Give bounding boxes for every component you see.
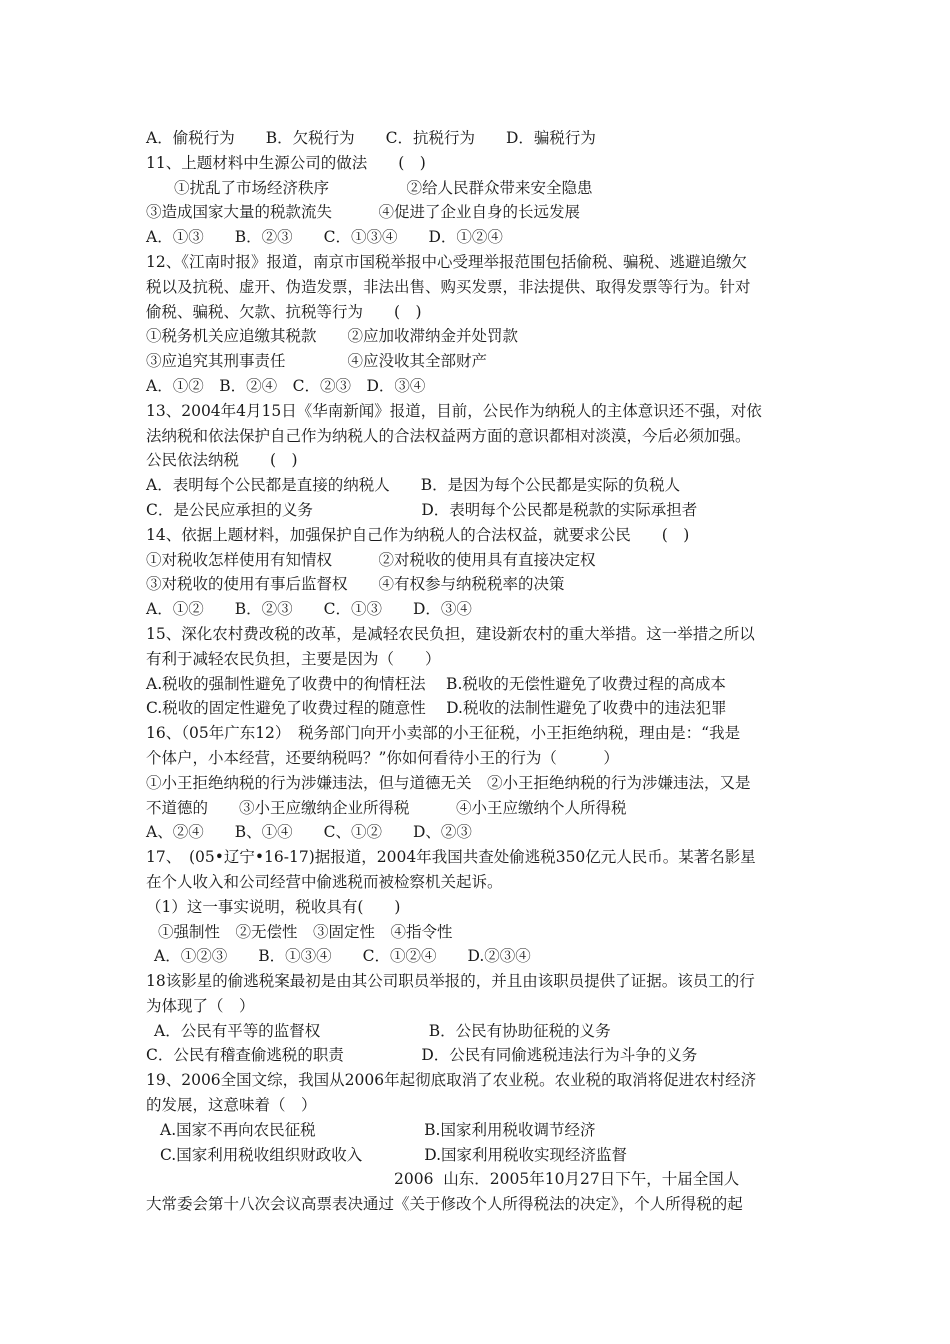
q15-options-ab: A.税收的强制性避免了收费中的徇情枉法 B.税收的无偿性避免了收费过程的高成本 [146,674,726,693]
q11-stem: 11、上题材料中生源公司的做法 ( ) [146,153,426,172]
q12-stem-3: 偷税、骗税、欠款、抗税等行为 ( ) [146,302,422,321]
q13-stem-2: 法纳税和依法保护自己作为纳税人的合法权益两方面的意识都相对淡漠，今后必须加强。 [146,426,751,445]
q16-stem-1: 16、（05年广东12） 税务部门向开小卖部的小王征税，小王拒绝纳税，理由是：“我是 [146,724,741,743]
q15-stem-1: 15、深化农村费改税的改革，是减轻农民负担，建设新农村的重大举措。这一举措之所以 [146,624,755,643]
q12-options: A．①② B．②④ C．②③ D．③④ [146,376,426,395]
q14-stem: 14、依据上题材料，加强保护自己作为纳税人的合法权益，就要求公民 ( ) [146,525,690,544]
q12-statements-2: ③应追究其刑事责任 ④应没收其全部财产 [146,352,488,371]
q19-options-ab: A.国家不再向农民征税 B.国家利用税收调节经济 [160,1120,596,1139]
q15-options-cd: C.税收的固定性避免了收费过程的随意性 D.税收的法制性避免了收费中的违法犯罪 [146,699,727,718]
q16-options: A、②④ B、①④ C、①② D、②③ [146,823,472,842]
q20-stem-2: 大常委会第十八次会议高票表决通过《关于修改个人所得税法的决定》，个人所得税的起 [146,1195,743,1214]
q15-stem-2: 有利于减轻农民负担，主要是因为（ ） [146,649,441,668]
q13-stem-3: 公民依法纳税 ( ) [146,451,298,470]
q14-options: A．①② B．②③ C．①③ D．③④ [146,600,472,619]
q16-statements-2: 不道德的 ③小王应缴纳企业所得税 ④小王应缴纳个人所得税 [146,798,627,817]
q17-statements: ①强制性 ②无偿性 ③固定性 ④指令性 [158,922,453,941]
q17-stem-1: 17、 (05•辽宁•16-17)据报道，2004年我国共查处偷逃税350亿元人民币。某著名影星 [146,848,756,867]
q16-stem-2: 个体户，小本经营，还要纳税吗？”你如何看待小王的行为（ ） [146,748,619,767]
q16-statements-1: ①小王拒绝纳税的行为涉嫌违法，但与道德无关 ②小王拒绝纳税的行为涉嫌违法，又是 [146,773,751,792]
q17-options: A．①②③ B．①③④ C．①②④ D.②③④ [154,947,531,966]
q13-stem-1: 13、2004年4月15日《华南新闻》报道，目前，公民作为纳税人的主体意识还不强，对依 [146,401,762,420]
q10-options: A．偷税行为 B．欠税行为 C．抗税行为 D．骗税行为 [146,129,596,147]
q18-options-cd: C．公民有稽查偷逃税的职责 D．公民有同偷逃税违法行为斗争的义务 [146,1046,698,1065]
q12-stem-1: 12、《江南时报》报道，南京市国税举报中心受理举报范围包括偷税、骗税、逃避追缴欠 [146,252,747,271]
q12-stem-2: 税以及抗税、虚开、伪造发票，非法出售、购买发票，非法提供、取得发票等行为。针对 [146,277,751,296]
q11-statements-1: ①扰乱了市场经济秩序 ②给人民群众带来安全隐患 [174,178,593,197]
q19-stem-2: 的发展，这意味着（ ） [146,1096,317,1115]
q19-stem-1: 19、2006全国文综，我国从2006年起彻底取消了农业税。农业税的取消将促进农村经济 [146,1071,757,1090]
q11-statements-2: ③造成国家大量的税款流失 ④促进了企业自身的长远发展 [146,203,581,222]
q12-statements-1: ①税务机关应追缴其税款 ②应加收滞纳金并处罚款 [146,327,519,346]
q18-stem-1: 18该影星的偷逃税案最初是由其公司职员举报的，并且由该职员提供了证据。该员工的行 [146,972,755,991]
q18-options-ab: A．公民有平等的监督权 B．公民有协助征税的义务 [154,1021,611,1040]
document-page [146,126,812,1217]
q19-options-cd: C.国家利用税收组织财政收入 D.国家利用税收实现经济监督 [160,1145,628,1164]
q20-stem-1: 2006 山东．2005年10月27日下午，十届全国人 [394,1170,740,1189]
q11-options: A．①③ B．②③ C．①③④ D．①②④ [146,228,503,247]
q14-statements-1: ①对税收怎样使用有知情权 ②对税收的使用具有直接决定权 [146,550,596,569]
q17-sub1-stem: （1）这一事实说明，税收具有( ) [146,897,401,916]
q13-options-ab: A．表明每个公民都是直接的纳税人 B．是因为每个公民都是实际的负税人 [146,476,681,495]
q13-options-cd: C．是公民应承担的义务 D．表明每个公民都是税款的实际承担者 [146,500,698,519]
q14-statements-2: ③对税收的使用有事后监督权 ④有权参与纳税税率的决策 [146,575,565,594]
q18-stem-2: 为体现了（ ） [146,996,255,1015]
q17-stem-2: 在个人收入和公司经营中偷逃税而被检察机关起诉。 [146,872,503,891]
